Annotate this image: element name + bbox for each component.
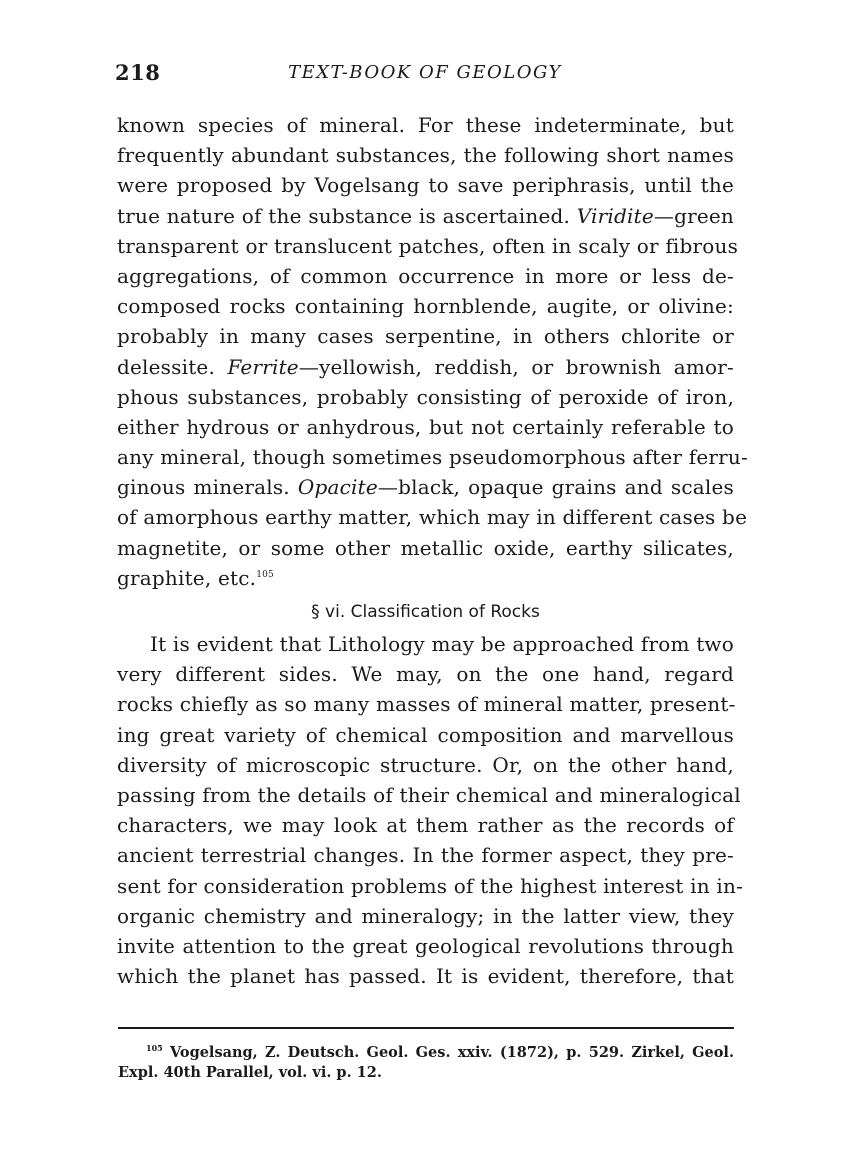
footnote-divider xyxy=(118,1027,734,1029)
footnote-line xyxy=(118,1043,734,1063)
text-line xyxy=(117,201,734,231)
text-line: It is evident that Lithology may be approached from two xyxy=(150,632,734,656)
footnote-line: Expl. 40th Parallel, vol. vi. p. 12. xyxy=(118,1064,382,1081)
text-line xyxy=(117,472,734,502)
paragraph-2 xyxy=(117,629,744,991)
text-line xyxy=(117,352,734,382)
term-opacite: Opacite xyxy=(297,475,378,500)
text-run: Vogelsang, Z. Deutsch. Geol. Ges. xxiv. (1872), p. 529. Zirkel, Geol. xyxy=(162,1044,734,1061)
text-line: were proposed by Vogelsang to save periphrasis, until the xyxy=(117,173,734,198)
footnote-number: 105 xyxy=(146,1043,163,1053)
text-line: of amorphous earthy matter, which may in different cases be xyxy=(117,505,748,530)
text-line: ing great variety of chemical composition and marvellous xyxy=(117,722,734,747)
text-line: phous substances, probably consisting of peroxide of iron, xyxy=(117,384,734,409)
section-heading: § vi. Classification of Rocks xyxy=(311,602,540,622)
text-line: diversity of microscopic structure. Or, on the other hand, xyxy=(117,752,734,777)
text-line: composed rocks containing hornblende, augite, or olivine: xyxy=(117,294,734,319)
text-line: characters, we may look at them rather as the records of xyxy=(117,813,734,838)
text-run: delessite. xyxy=(117,354,228,379)
text-line: very different sides. We may, on the one hand, regard xyxy=(117,662,734,687)
running-head: TEXT-BOOK OF GEOLOGY xyxy=(288,62,562,83)
text-line: passing from the details of their chemical and mineralogical xyxy=(117,782,741,807)
page-number: 218 xyxy=(115,60,161,85)
text-line: which the planet has passed. It is evident, therefore, that xyxy=(117,964,734,989)
text-line: aggregations, of common occurrence in more or less de- xyxy=(117,263,734,288)
paragraph-1 xyxy=(117,110,748,593)
term-viridite: Viridite xyxy=(576,203,654,228)
text-line: transparent or translucent patches, often in scaly or fibrous xyxy=(117,233,739,258)
text-line: probably in many cases serpentine, in others chlorite or xyxy=(117,324,734,349)
text-run: —yellowish, reddish, or brownish amor- xyxy=(298,354,734,379)
text-line: organic chemistry and mineralogy; in the latter view, they xyxy=(117,903,734,928)
footnote xyxy=(118,1043,734,1083)
footnote-reference[interactable]: 105 xyxy=(256,569,274,580)
text-line: invite attention to the great geological revolutions through xyxy=(117,933,734,958)
term-ferrite: Ferrite xyxy=(227,354,299,379)
text-run: —green xyxy=(653,203,734,228)
text-line: ancient terrestrial changes. In the former aspect, they pre- xyxy=(117,843,734,868)
text-run: true nature of the substance is ascertained. xyxy=(117,203,577,228)
text-line: sent for consideration problems of the highest interest in in- xyxy=(117,873,744,898)
page-header xyxy=(115,60,735,92)
text-line: known species of mineral. For these indeterminate, but xyxy=(117,113,734,137)
text-line: either hydrous or anhydrous, but not certainly referable to xyxy=(117,414,734,439)
text-run: graphite, etc. xyxy=(117,565,257,590)
text-line: magnetite, or some other metallic oxide, earthy silicates, xyxy=(117,535,734,560)
text-line: any mineral, though sometimes pseudomorphous after ferru- xyxy=(117,445,748,470)
text-run: —black, opaque grains and scales xyxy=(377,475,734,500)
text-line: frequently abundant substances, the following short names xyxy=(117,143,734,168)
text-line xyxy=(117,563,734,593)
text-line: rocks chiefly as so many masses of mineral matter, present- xyxy=(117,692,736,717)
page-body xyxy=(117,110,748,991)
text-run: ginous minerals. xyxy=(117,475,298,500)
